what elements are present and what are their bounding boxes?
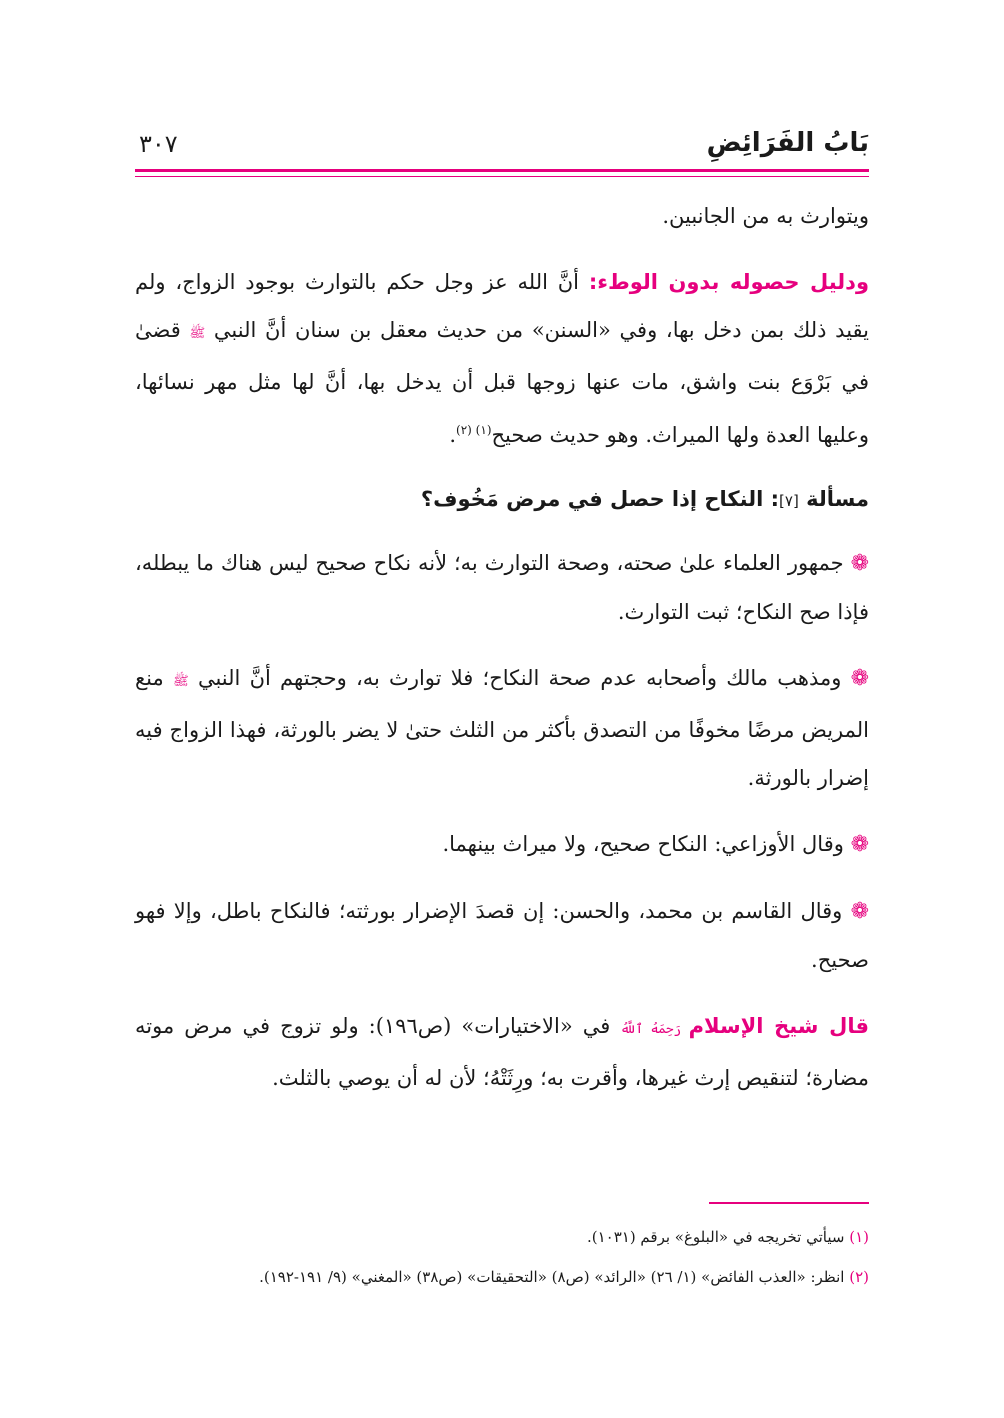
opinion-4	[135, 887, 869, 984]
quote-label: قال شيخ الإسلام	[688, 1014, 869, 1038]
header-rule-thick	[135, 169, 869, 172]
opinion-3	[135, 820, 869, 869]
footnote-2	[135, 1262, 869, 1292]
footnote-text: سيأتي تخريجه في «البلوغ» برقم (١٠٣١).	[586, 1228, 850, 1246]
header-rule-thin	[135, 176, 869, 177]
evidence-end: .	[449, 423, 457, 447]
footnote-number: (١)	[849, 1228, 869, 1246]
honorific-glyph: ﷺ	[189, 326, 206, 341]
flower-bullet-icon: ❁	[850, 666, 870, 691]
flower-bullet-icon: ❁	[850, 832, 869, 857]
chapter-title: بَابُ الفَرَائِضِ	[706, 128, 869, 158]
quote-text: في «الاختيارات» (ص١٩٦): ولو تزوج في مرض موته مضارة؛ لتنقيص إرث غيرها، وأقرت به؛ ورِثَتْهُ؛ لأن له أن يوصي بالثلث.	[135, 1014, 869, 1090]
quote-honorific: رَحِمَهُ ٱللَّهُ	[620, 1022, 689, 1037]
evidence-label: ودليل حصوله بدون الوطء:	[588, 270, 869, 294]
issue-heading	[135, 477, 869, 523]
sheikh-quote	[135, 1002, 869, 1102]
honorific-glyph: ﷺ	[173, 674, 189, 689]
footnote-number: (٢)	[849, 1268, 869, 1286]
flower-bullet-icon: ❁	[850, 551, 869, 576]
opinion-4-text: وقال القاسم بن محمد، والحسن: إن قصدَ الإضرار بورثته؛ فالنكاح باطل، وإلا فهو صحيح.	[135, 899, 869, 972]
page-number: ٣٠٧	[139, 130, 178, 158]
opinion-3-text: وقال الأوزاعي: النكاح صحيح، ولا ميراث بينهما.	[442, 832, 851, 856]
evidence-text-a: أنَّ الله عز وجل حكم بالتوارث بوجود الزواج، ولم يقيد ذلك بمن دخل بها، وفي «السنن» من حديث معقل بن سنان أنَّ النبي	[135, 270, 869, 342]
footnote-1	[135, 1222, 869, 1252]
paragraph-1: ويتوارث به من الجانبين.	[662, 204, 869, 228]
footnote-divider	[709, 1202, 869, 1204]
opinion-1	[135, 539, 869, 636]
opinion-2-text-b: منع المريض مرضًا مخوفًا من التصدق بأكثر من الثلث حتىٰ لا يضر بالورثة، فهذا الزواج فيه إضرار بالورثة.	[135, 666, 869, 790]
footnote-text: انظر: «العذب الفائض» (١/ ٢٦) «الرائد» (ص٨) «التحقيقات» (ص٣٨) «المغني» (٩/ ١٩١-١٩٢).	[259, 1268, 850, 1286]
page-body	[135, 192, 869, 1120]
page-header	[135, 128, 869, 164]
footnote-refs: (١) (٢)	[456, 423, 492, 437]
evidence-text-b: قضىٰ في بَرْوَع بنت واشق، مات عنها زوجها قبل أن يدخل بها، أنَّ لها مثل مهر نسائها، وعليها العدة ولها الميراث. وهو حديث صحيح	[135, 318, 869, 447]
flower-bullet-icon: ❁	[850, 899, 869, 924]
opinion-1-text: جمهور العلماء علىٰ صحته، وصحة التوارث به؛ لأنه نكاح صحيح ليس هناك ما يبطله، فإذا صح النكاح؛ ثبت التوارث.	[135, 551, 869, 624]
heading-prefix: مسألة	[798, 487, 869, 511]
opinion-2-text-a: ومذهب مالك وأصحابه عدم صحة النكاح؛ فلا توارث به، وحجتهم أنَّ النبي	[188, 666, 851, 690]
book-page	[135, 0, 869, 1418]
paragraph-evidence	[135, 258, 869, 459]
footnotes	[135, 1222, 869, 1302]
heading-number: [٧]	[779, 492, 799, 510]
heading-text: : النكاح إذا حصل في مرض مَخُوف؟	[420, 487, 780, 511]
opinion-2	[135, 654, 869, 802]
